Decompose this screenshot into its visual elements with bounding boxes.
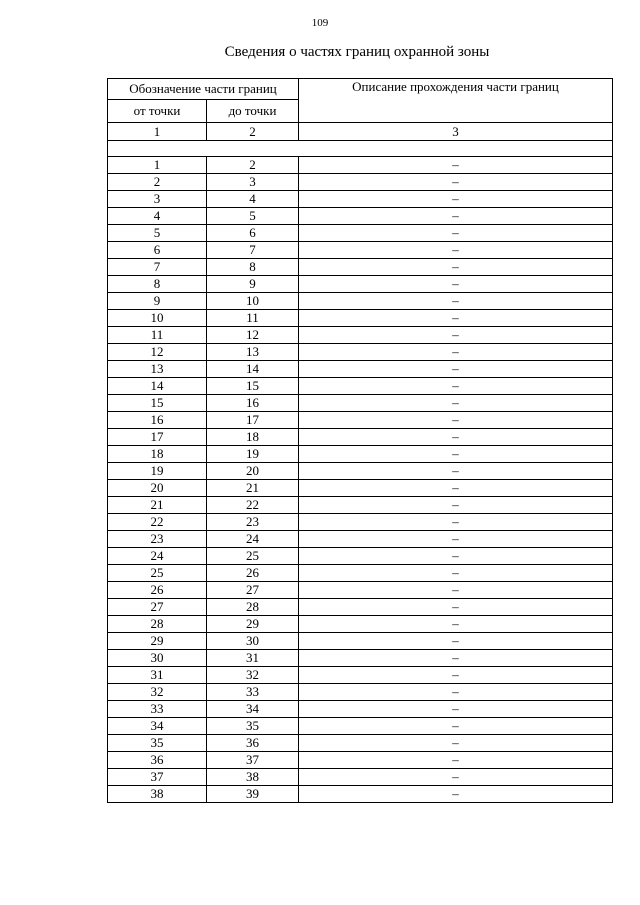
- from-point-cell: 26: [108, 582, 207, 599]
- to-point-cell: 9: [207, 276, 299, 293]
- to-point-cell: 29: [207, 616, 299, 633]
- table-row: [108, 191, 613, 208]
- from-point-cell: 15: [108, 395, 207, 412]
- column-number-row: [108, 123, 613, 141]
- to-point-cell: 32: [207, 667, 299, 684]
- table-row: [108, 157, 613, 174]
- description-cell: –: [299, 514, 613, 531]
- to-point-cell: 8: [207, 259, 299, 276]
- spacer-row: [108, 141, 613, 157]
- to-point-cell: 34: [207, 701, 299, 718]
- table-row: [108, 599, 613, 616]
- to-point-cell: 22: [207, 497, 299, 514]
- to-point-cell: 39: [207, 786, 299, 803]
- to-point-cell: 31: [207, 650, 299, 667]
- table-row: [108, 701, 613, 718]
- from-point-cell: 23: [108, 531, 207, 548]
- table-row: [108, 548, 613, 565]
- from-point-cell: 32: [108, 684, 207, 701]
- column-number: 3: [299, 123, 613, 141]
- from-point-cell: 29: [108, 633, 207, 650]
- to-point-cell: 33: [207, 684, 299, 701]
- description-cell: –: [299, 582, 613, 599]
- from-point-cell: 3: [108, 191, 207, 208]
- table-row: [108, 497, 613, 514]
- from-point-cell: 7: [108, 259, 207, 276]
- description-cell: –: [299, 701, 613, 718]
- description-cell: –: [299, 480, 613, 497]
- from-point-cell: 17: [108, 429, 207, 446]
- from-point-cell: 11: [108, 327, 207, 344]
- from-point-cell: 10: [108, 310, 207, 327]
- description-cell: –: [299, 633, 613, 650]
- from-point-cell: 13: [108, 361, 207, 378]
- table-row: [108, 412, 613, 429]
- description-cell: –: [299, 157, 613, 174]
- table-row: [108, 395, 613, 412]
- from-point-cell: 31: [108, 667, 207, 684]
- from-point-cell: 34: [108, 718, 207, 735]
- column-number: 2: [207, 123, 299, 141]
- table-row: [108, 293, 613, 310]
- to-point-cell: 20: [207, 463, 299, 480]
- to-point-cell: 38: [207, 769, 299, 786]
- to-point-cell: 25: [207, 548, 299, 565]
- from-point-cell: 1: [108, 157, 207, 174]
- table-row: [108, 752, 613, 769]
- from-point-cell: 33: [108, 701, 207, 718]
- from-point-cell: 20: [108, 480, 207, 497]
- table-row: [108, 616, 613, 633]
- table-row: [108, 463, 613, 480]
- from-point-cell: 18: [108, 446, 207, 463]
- to-point-cell: 12: [207, 327, 299, 344]
- description-cell: –: [299, 548, 613, 565]
- description-cell: –: [299, 259, 613, 276]
- description-cell: –: [299, 208, 613, 225]
- description-cell: –: [299, 735, 613, 752]
- from-point-cell: 21: [108, 497, 207, 514]
- description-cell: –: [299, 769, 613, 786]
- to-point-cell: 4: [207, 191, 299, 208]
- from-point-cell: 37: [108, 769, 207, 786]
- from-point-cell: 4: [108, 208, 207, 225]
- from-point-cell: 12: [108, 344, 207, 361]
- to-point-cell: 27: [207, 582, 299, 599]
- to-point-cell: 10: [207, 293, 299, 310]
- description-cell: –: [299, 361, 613, 378]
- from-point-cell: 28: [108, 616, 207, 633]
- from-point-cell: 38: [108, 786, 207, 803]
- page-number: 109: [311, 17, 329, 29]
- table-row: [108, 225, 613, 242]
- table-row: [108, 650, 613, 667]
- from-point-cell: 5: [108, 225, 207, 242]
- table-row: [108, 667, 613, 684]
- from-point-cell: 14: [108, 378, 207, 395]
- table-row: [108, 480, 613, 497]
- table-row: [108, 735, 613, 752]
- from-point-cell: 19: [108, 463, 207, 480]
- description-cell: –: [299, 191, 613, 208]
- from-point-cell: 24: [108, 548, 207, 565]
- to-point-cell: 6: [207, 225, 299, 242]
- to-point-cell: 35: [207, 718, 299, 735]
- from-point-cell: 36: [108, 752, 207, 769]
- from-point-cell: 35: [108, 735, 207, 752]
- header-description: Описание прохождения части границ: [299, 79, 613, 123]
- table-row: [108, 684, 613, 701]
- description-cell: –: [299, 174, 613, 191]
- to-point-cell: 18: [207, 429, 299, 446]
- description-cell: –: [299, 667, 613, 684]
- to-point-cell: 24: [207, 531, 299, 548]
- table-row: [108, 208, 613, 225]
- to-point-cell: 37: [207, 752, 299, 769]
- table-row: [108, 786, 613, 803]
- to-point-cell: 30: [207, 633, 299, 650]
- table-row: [108, 259, 613, 276]
- header-to-point: до точки: [207, 100, 299, 123]
- table-row: [108, 531, 613, 548]
- from-point-cell: 2: [108, 174, 207, 191]
- from-point-cell: 27: [108, 599, 207, 616]
- table-row: [108, 276, 613, 293]
- to-point-cell: 23: [207, 514, 299, 531]
- table-row: [108, 174, 613, 191]
- description-cell: –: [299, 412, 613, 429]
- description-cell: –: [299, 293, 613, 310]
- spacer-cell: [108, 141, 613, 157]
- description-cell: –: [299, 429, 613, 446]
- description-cell: –: [299, 225, 613, 242]
- to-point-cell: 26: [207, 565, 299, 582]
- table-row: [108, 769, 613, 786]
- description-cell: –: [299, 310, 613, 327]
- to-point-cell: 16: [207, 395, 299, 412]
- to-point-cell: 2: [207, 157, 299, 174]
- to-point-cell: 13: [207, 344, 299, 361]
- table-row: [108, 429, 613, 446]
- document-title: Сведения о частях границ охранной зоны: [224, 44, 490, 60]
- table-row: [108, 565, 613, 582]
- to-point-cell: 36: [207, 735, 299, 752]
- table-row: [108, 378, 613, 395]
- column-number: 1: [108, 123, 207, 141]
- table-row: [108, 446, 613, 463]
- table-row: [108, 310, 613, 327]
- description-cell: –: [299, 446, 613, 463]
- to-point-cell: 7: [207, 242, 299, 259]
- from-point-cell: 30: [108, 650, 207, 667]
- from-point-cell: 16: [108, 412, 207, 429]
- description-cell: –: [299, 650, 613, 667]
- description-cell: –: [299, 565, 613, 582]
- table-header-row: [108, 79, 613, 100]
- description-cell: –: [299, 786, 613, 803]
- from-point-cell: 9: [108, 293, 207, 310]
- from-point-cell: 25: [108, 565, 207, 582]
- boundary-parts-table: [107, 78, 613, 803]
- table-row: [108, 514, 613, 531]
- to-point-cell: 17: [207, 412, 299, 429]
- table-row: [108, 718, 613, 735]
- table-row: [108, 327, 613, 344]
- from-point-cell: 6: [108, 242, 207, 259]
- to-point-cell: 11: [207, 310, 299, 327]
- description-cell: –: [299, 752, 613, 769]
- description-cell: –: [299, 684, 613, 701]
- to-point-cell: 21: [207, 480, 299, 497]
- header-boundary-designation: Обозначение части границ: [108, 79, 299, 100]
- table-row: [108, 344, 613, 361]
- header-from-point: от точки: [108, 100, 207, 123]
- description-cell: –: [299, 242, 613, 259]
- table-row: [108, 242, 613, 259]
- description-cell: –: [299, 378, 613, 395]
- description-cell: –: [299, 616, 613, 633]
- description-cell: –: [299, 327, 613, 344]
- to-point-cell: 15: [207, 378, 299, 395]
- description-cell: –: [299, 718, 613, 735]
- to-point-cell: 3: [207, 174, 299, 191]
- to-point-cell: 14: [207, 361, 299, 378]
- to-point-cell: 5: [207, 208, 299, 225]
- from-point-cell: 22: [108, 514, 207, 531]
- description-cell: –: [299, 344, 613, 361]
- description-cell: –: [299, 599, 613, 616]
- description-cell: –: [299, 395, 613, 412]
- table-row: [108, 361, 613, 378]
- table-row: [108, 633, 613, 650]
- description-cell: –: [299, 497, 613, 514]
- table-row: [108, 582, 613, 599]
- to-point-cell: 28: [207, 599, 299, 616]
- from-point-cell: 8: [108, 276, 207, 293]
- to-point-cell: 19: [207, 446, 299, 463]
- description-cell: –: [299, 531, 613, 548]
- description-cell: –: [299, 276, 613, 293]
- description-cell: –: [299, 463, 613, 480]
